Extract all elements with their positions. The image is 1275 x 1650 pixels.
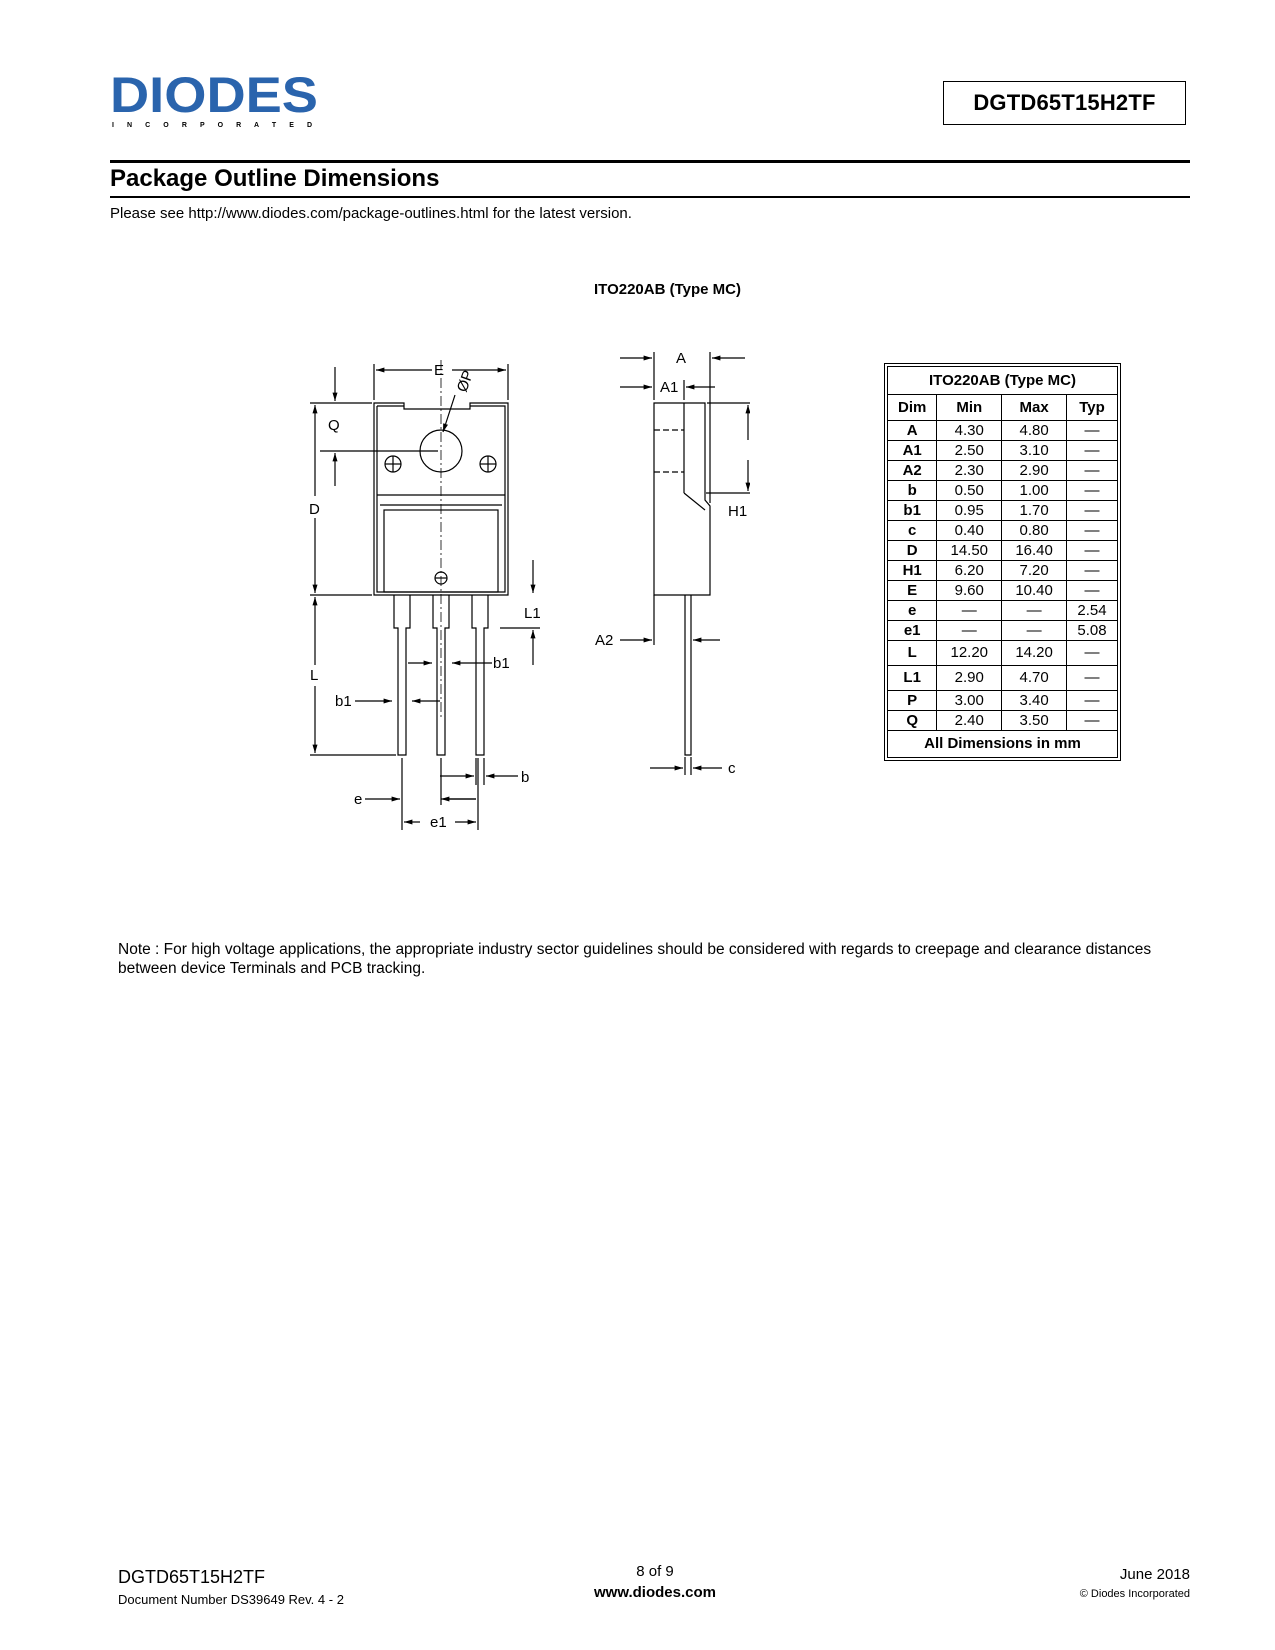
label-phiP: ØP: [453, 368, 478, 395]
cell-dim: e1: [888, 621, 937, 641]
cell-typ: —: [1067, 641, 1118, 666]
cell-typ: —: [1067, 501, 1118, 521]
cell-dim: L: [888, 641, 937, 666]
label-L: L: [310, 667, 319, 684]
cell-min: 0.40: [937, 521, 1002, 541]
cell-min: 6.20: [937, 561, 1002, 581]
table-row: [888, 641, 1118, 666]
cell-max: 16.40: [1002, 541, 1067, 561]
cell-max: 1.70: [1002, 501, 1067, 521]
cell-max: 0.80: [1002, 521, 1067, 541]
table-header-row: [888, 395, 1118, 421]
label-e: e: [354, 791, 363, 808]
package-title: ITO220AB (Type MC): [594, 281, 741, 298]
label-D: D: [309, 501, 320, 518]
footer-copyright: © Diodes Incorporated: [1079, 1588, 1190, 1600]
section-title: Package Outline Dimensions: [110, 165, 440, 192]
cell-min: 3.00: [937, 691, 1002, 711]
cell-dim: A1: [888, 441, 937, 461]
label-e1: e1: [430, 814, 447, 830]
table-row: [888, 461, 1118, 481]
cell-min: 0.50: [937, 481, 1002, 501]
part-number-box: [943, 81, 1186, 125]
cell-typ: 5.08: [1067, 621, 1118, 641]
table-row: [888, 666, 1118, 691]
label-A2: A2: [595, 632, 614, 649]
table-row: [888, 601, 1118, 621]
cell-min: —: [937, 601, 1002, 621]
table-row: [888, 521, 1118, 541]
label-b1-right: b1: [493, 655, 510, 672]
section-rule-top: [110, 160, 1190, 163]
label-E: E: [434, 362, 445, 379]
table-row: [888, 421, 1118, 441]
table-header-typ: Typ: [1067, 395, 1118, 421]
dimension-table-grid: [887, 366, 1118, 758]
table-body: [888, 421, 1118, 731]
cell-max: 14.20: [1002, 641, 1067, 666]
cell-dim: D: [888, 541, 937, 561]
cell-dim: c: [888, 521, 937, 541]
cell-dim: A: [888, 421, 937, 441]
cell-max: 4.80: [1002, 421, 1067, 441]
footer-page-number: 8 of 9: [636, 1563, 674, 1580]
cell-max: 2.90: [1002, 461, 1067, 481]
cell-dim: e: [888, 601, 937, 621]
cell-min: 2.30: [937, 461, 1002, 481]
table-header-min: Min: [937, 395, 1002, 421]
label-L1: L1: [524, 605, 541, 622]
front-view: [309, 360, 541, 830]
cell-typ: —: [1067, 461, 1118, 481]
table-row: [888, 621, 1118, 641]
part-number: DGTD65T15H2TF: [973, 90, 1156, 115]
cell-typ: —: [1067, 421, 1118, 441]
table-row: [888, 691, 1118, 711]
footer-website-link[interactable]: www.diodes.com: [594, 1584, 716, 1601]
cell-typ: —: [1067, 541, 1118, 561]
diodes-logo: [110, 68, 330, 130]
cell-min: —: [937, 621, 1002, 641]
cell-typ: 2.54: [1067, 601, 1118, 621]
cell-max: 1.00: [1002, 481, 1067, 501]
table-title: ITO220AB (Type MC): [888, 367, 1118, 395]
cell-max: 10.40: [1002, 581, 1067, 601]
cell-dim: b: [888, 481, 937, 501]
side-view: [595, 350, 750, 777]
section-rule-bottom: [110, 196, 1190, 198]
footer-date: June 2018: [1119, 1566, 1190, 1583]
label-c: c: [728, 760, 736, 777]
cell-dim: Q: [888, 711, 937, 731]
cell-dim: L1: [888, 666, 937, 691]
label-A: A: [676, 350, 687, 367]
cell-min: 2.50: [937, 441, 1002, 461]
cell-max: 7.20: [1002, 561, 1067, 581]
label-A1: A1: [660, 379, 679, 396]
cell-min: 4.30: [937, 421, 1002, 441]
package-outline-reference: Please see http://www.diodes.com/package-outlines.html for the latest version.: [110, 205, 632, 222]
cell-min: 0.95: [937, 501, 1002, 521]
footer-part-number: DGTD65T15H2TF: [118, 1567, 266, 1587]
logo-subtext: I N C O R P O R A T E D: [112, 122, 313, 129]
package-outline-drawing: [290, 340, 750, 830]
table-row: [888, 581, 1118, 601]
table-row: [888, 711, 1118, 731]
dimension-table: [884, 363, 1121, 761]
cell-typ: —: [1067, 666, 1118, 691]
cell-max: 3.10: [1002, 441, 1067, 461]
cell-dim: b1: [888, 501, 937, 521]
cell-dim: E: [888, 581, 937, 601]
cell-typ: —: [1067, 691, 1118, 711]
cell-min: 2.40: [937, 711, 1002, 731]
label-b1-left: b1: [335, 693, 352, 710]
cell-min: 14.50: [937, 541, 1002, 561]
cell-max: 3.40: [1002, 691, 1067, 711]
cell-typ: —: [1067, 481, 1118, 501]
cell-typ: —: [1067, 581, 1118, 601]
label-H1: H1: [728, 503, 748, 520]
table-row: [888, 541, 1118, 561]
cell-dim: P: [888, 691, 937, 711]
table-header-max: Max: [1002, 395, 1067, 421]
cell-min: 12.20: [937, 641, 1002, 666]
table-header-dim: Dim: [888, 395, 937, 421]
table-row: [888, 481, 1118, 501]
cell-typ: —: [1067, 711, 1118, 731]
label-b: b: [521, 769, 530, 786]
label-Q: Q: [328, 417, 340, 434]
cell-max: 4.70: [1002, 666, 1067, 691]
cell-max: 3.50: [1002, 711, 1067, 731]
table-row: [888, 441, 1118, 461]
cell-min: 2.90: [937, 666, 1002, 691]
cell-min: 9.60: [937, 581, 1002, 601]
cell-max: —: [1002, 601, 1067, 621]
logo-wordmark: DIODES: [110, 68, 318, 123]
table-row: [888, 561, 1118, 581]
table-footer: All Dimensions in mm: [888, 731, 1118, 758]
cell-max: —: [1002, 621, 1067, 641]
cell-typ: —: [1067, 521, 1118, 541]
footer-doc-number: Document Number DS39649 Rev. 4 - 2: [118, 1592, 344, 1607]
table-row: [888, 501, 1118, 521]
cell-dim: A2: [888, 461, 937, 481]
cell-typ: —: [1067, 561, 1118, 581]
cell-typ: —: [1067, 441, 1118, 461]
cell-dim: H1: [888, 561, 937, 581]
high-voltage-note: Note : For high voltage applications, the appropriate industry sector guidelines should be considered with regards to creepage and clearance distances between device Terminals and PCB tracking.: [118, 941, 1152, 977]
